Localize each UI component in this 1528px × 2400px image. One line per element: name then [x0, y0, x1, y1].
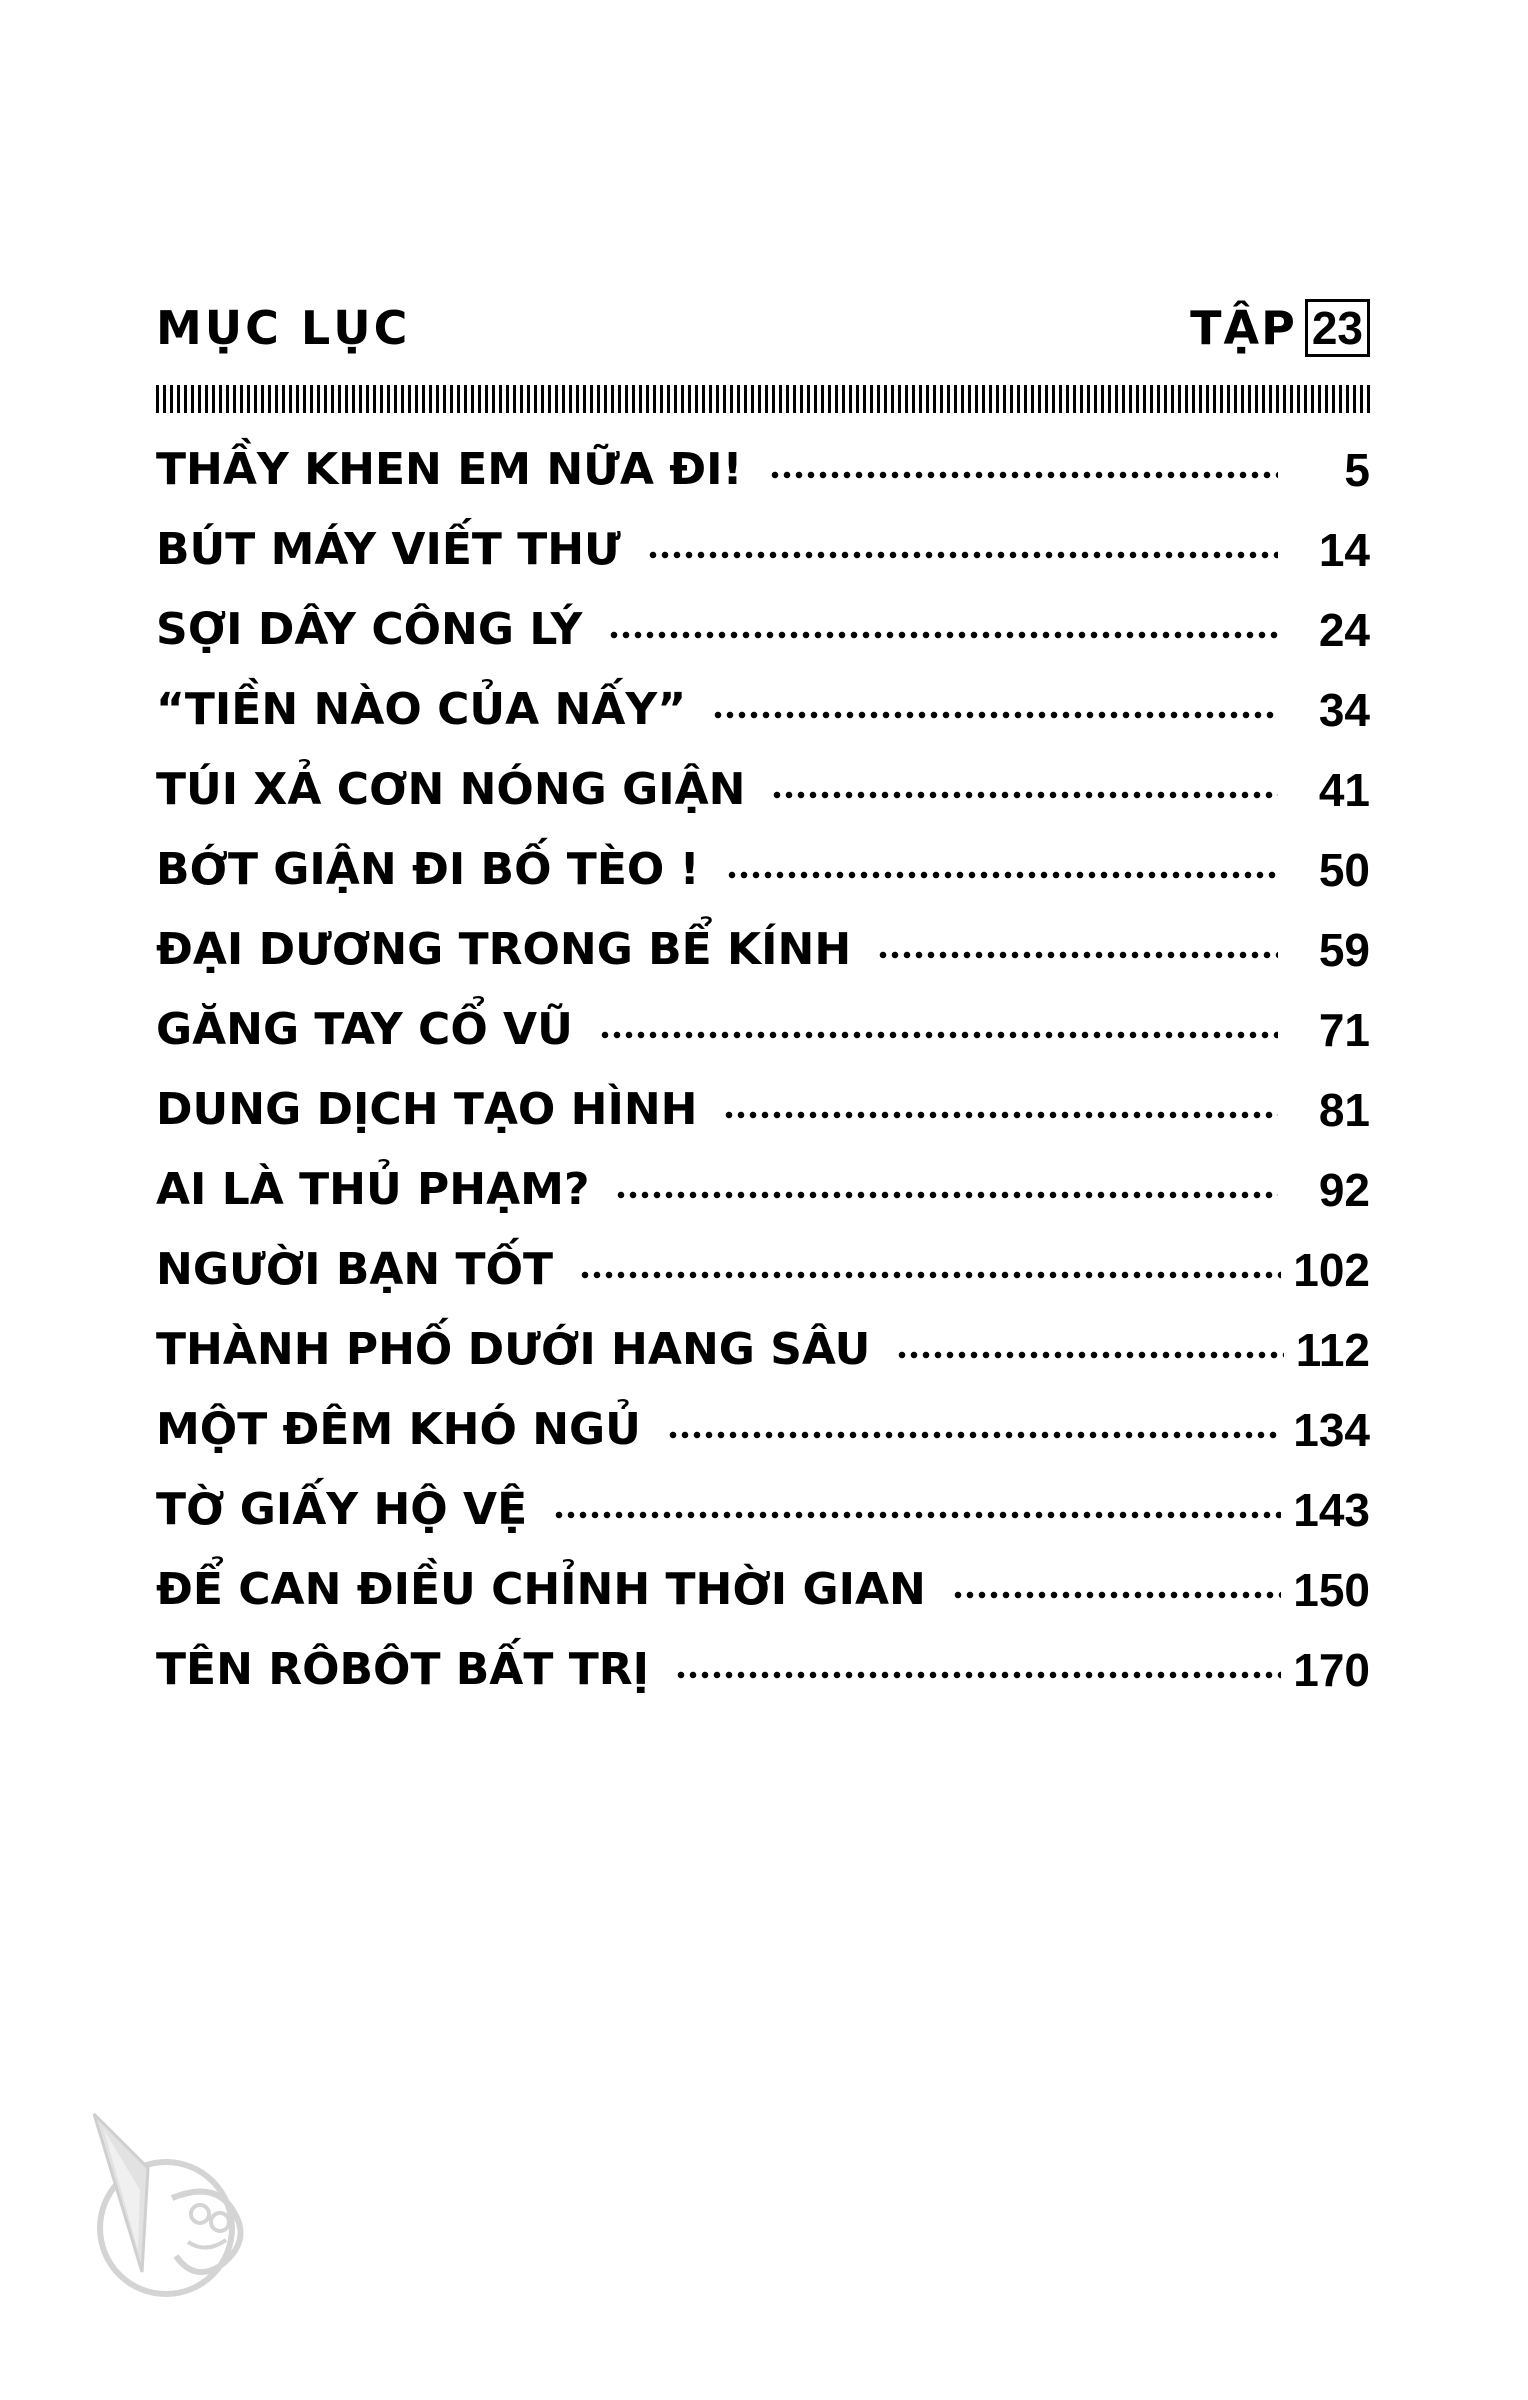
toc-entry-title: MỘT ĐÊM KHÓ NGỦ	[156, 1404, 641, 1455]
toc-entry-page-number: 92	[1318, 1164, 1370, 1216]
toc-dot-leader	[877, 951, 1278, 959]
toc-entry-title: THÀNH PHỐ DƯỚI HANG SÂU	[156, 1324, 871, 1375]
toc-entry[interactable]	[156, 1230, 1370, 1310]
volume-indicator	[1190, 298, 1370, 358]
toc-entry-title: ĐỂ CAN ĐIỀU CHỈNH THỜI GIAN	[156, 1564, 926, 1615]
publisher-watermark-logo-icon	[84, 2110, 264, 2330]
toc-entry-title: AI LÀ THỦ PHẠM?	[156, 1164, 590, 1215]
toc-entry[interactable]	[156, 1470, 1370, 1550]
toc-dot-leader	[771, 791, 1278, 799]
toc-entry[interactable]	[156, 750, 1370, 830]
header-divider	[156, 385, 1370, 413]
toc-entry-title: NGƯỜI BẠN TỐT	[156, 1244, 553, 1295]
toc-entry[interactable]	[156, 1070, 1370, 1150]
toc-entry-page-number: 102	[1293, 1244, 1370, 1296]
toc-entry[interactable]	[156, 830, 1370, 910]
toc-entry-page-number: 5	[1344, 444, 1370, 496]
toc-entry[interactable]	[156, 1150, 1370, 1230]
toc-header	[156, 292, 1370, 362]
toc-entry-title: GĂNG TAY CỔ VŨ	[156, 1004, 573, 1055]
toc-entry-page-number: 112	[1295, 1324, 1370, 1376]
toc-entry-title: SỢI DÂY CÔNG LÝ	[156, 604, 583, 655]
toc-entry[interactable]	[156, 1630, 1370, 1710]
toc-entry[interactable]	[156, 990, 1370, 1070]
toc-entry[interactable]	[156, 590, 1370, 670]
volume-number-box: 23	[1305, 299, 1370, 357]
toc-dot-leader	[615, 1191, 1278, 1199]
toc-dot-leader	[608, 631, 1278, 639]
toc-dot-leader	[667, 1431, 1281, 1439]
toc-dot-leader	[723, 1111, 1278, 1119]
toc-entry-page-number: 71	[1318, 1004, 1370, 1056]
toc-entry-title: ĐẠI DƯƠNG TRONG BỂ KÍNH	[156, 924, 852, 975]
toc-entry-title: THẦY KHEN EM NỮA ĐI!	[156, 444, 743, 495]
toc-entry-title: DUNG DỊCH TẠO HÌNH	[156, 1084, 698, 1135]
toc-entry-title: BỚT GIẬN ĐI BỐ TÈO !	[156, 844, 700, 895]
toc-entry[interactable]	[156, 670, 1370, 750]
toc-dot-leader	[553, 1511, 1281, 1519]
toc-entry-title: BÚT MÁY VIẾT THƯ	[156, 524, 621, 575]
toc-entry-page-number: 59	[1318, 924, 1370, 976]
toc-entry-page-number: 134	[1293, 1404, 1370, 1456]
toc-entry-page-number: 150	[1293, 1564, 1370, 1616]
toc-dot-leader	[579, 1271, 1281, 1279]
toc-entry[interactable]	[156, 1550, 1370, 1630]
toc-dot-leader	[647, 551, 1278, 559]
toc-dot-leader	[896, 1351, 1283, 1359]
toc-entry-title: “TIỀN NÀO CỦA NẤY”	[156, 684, 687, 735]
toc-dot-leader	[712, 711, 1278, 719]
toc-dot-leader	[769, 471, 1278, 479]
toc-list	[156, 430, 1370, 1710]
toc-entry[interactable]	[156, 430, 1370, 510]
toc-entry-page-number: 81	[1318, 1084, 1370, 1136]
toc-entry-page-number: 24	[1318, 604, 1370, 656]
page-title: MỤC LỤC	[156, 301, 411, 355]
toc-entry[interactable]	[156, 910, 1370, 990]
volume-label: TẬP	[1190, 301, 1297, 355]
toc-entry-page-number: 143	[1293, 1484, 1370, 1536]
toc-dot-leader	[599, 1031, 1278, 1039]
toc-entry[interactable]	[156, 1390, 1370, 1470]
toc-entry-page-number: 170	[1293, 1644, 1370, 1696]
toc-dot-leader	[726, 871, 1278, 879]
toc-entry-page-number: 34	[1318, 684, 1370, 736]
toc-dot-leader	[952, 1591, 1281, 1599]
toc-entry-page-number: 14	[1318, 524, 1370, 576]
toc-entry[interactable]	[156, 510, 1370, 590]
toc-entry-title: TÚI XẢ CƠN NÓNG GIẬN	[156, 764, 746, 815]
toc-entry-title: TÊN RÔBÔT BẤT TRỊ	[156, 1644, 649, 1695]
toc-entry-page-number: 41	[1318, 764, 1370, 816]
toc-entry[interactable]	[156, 1310, 1370, 1390]
toc-entry-title: TỜ GIẤY HỘ VỆ	[156, 1484, 528, 1535]
toc-entry-page-number: 50	[1318, 844, 1370, 896]
toc-dot-leader	[675, 1671, 1281, 1679]
